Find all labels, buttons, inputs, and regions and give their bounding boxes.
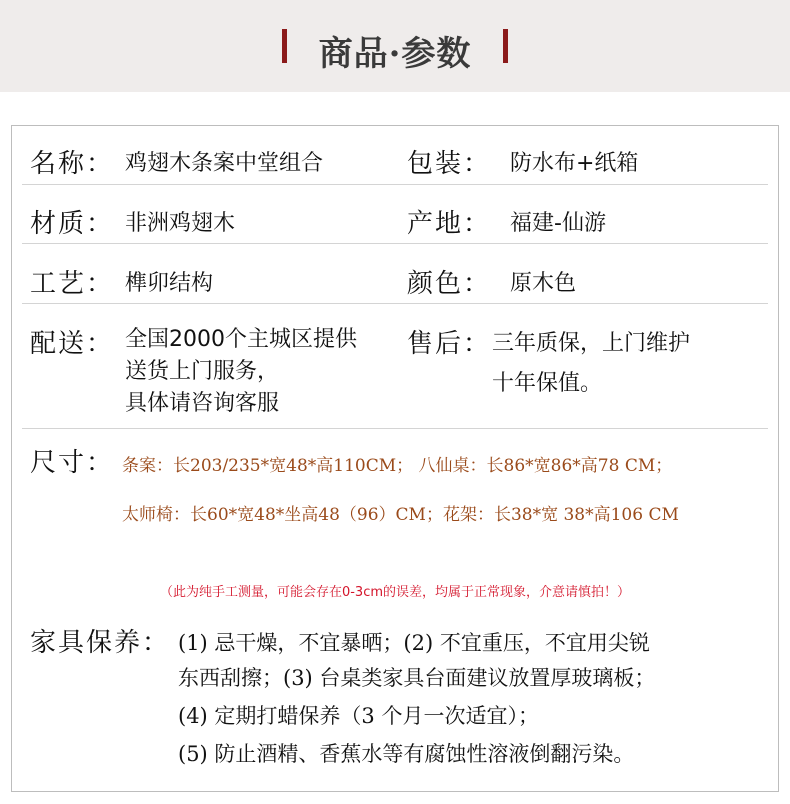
care-line: (1) 忌干燥，不宜暴晒；(2) 不宜重压，不宜用尖锐 xyxy=(178,631,650,655)
name-label: 名称： xyxy=(30,149,115,179)
care-line: (5) 防止酒精、香蕉水等有腐蚀性溶液倒翻污染。 xyxy=(178,742,635,766)
delivery-line: 全国2000个主城区提供 xyxy=(125,327,357,352)
row-divider xyxy=(22,428,768,429)
material-value: 非洲鸡翅木 xyxy=(125,211,236,236)
aftersale-line: 三年质保，上门维护 xyxy=(492,331,691,356)
pack-label: 包装： xyxy=(407,149,492,179)
material-label: 材质： xyxy=(30,209,115,239)
craft-label: 工艺： xyxy=(30,269,115,299)
aftersale-value xyxy=(492,324,690,404)
measurement-note: （此为纯手工测量，可能会存在0-3cm的误差，均属于正常现象，介意请慎拍！） xyxy=(159,585,631,600)
color-label: 颜色： xyxy=(407,269,492,299)
care-label: 家具保养： xyxy=(30,628,171,658)
delivery-line: 具体请咨询客服 xyxy=(125,391,280,416)
aftersale-line: 十年保值。 xyxy=(492,371,603,396)
row-divider xyxy=(22,243,768,244)
care-line: (4) 定期打蜡保养（3 个月一次适宜）； xyxy=(178,704,539,728)
delivery-line: 送货上门服务， xyxy=(125,359,280,384)
origin-label: 产地： xyxy=(407,209,492,239)
delivery-value xyxy=(125,324,357,420)
pack-value: 防水布+纸箱 xyxy=(510,151,639,176)
name-value: 鸡翅木条案中堂组合 xyxy=(125,151,324,176)
delivery-label: 配送： xyxy=(30,329,115,359)
aftersale-label: 售后： xyxy=(407,329,492,359)
origin-value: 福建-仙游 xyxy=(510,211,606,236)
craft-value: 榫卯结构 xyxy=(125,271,214,296)
header-band xyxy=(0,0,790,92)
row-divider xyxy=(22,303,768,304)
title-accent-bar-left xyxy=(282,29,287,63)
size-label: 尺寸： xyxy=(30,448,115,478)
row-divider xyxy=(22,184,768,185)
color-value: 原木色 xyxy=(510,271,577,296)
size-line: 太师椅：长60*宽48*坐高48（96）CM；花架：长38*宽 38*高106 CM xyxy=(122,505,679,525)
size-line: 条案：长203/235*宽48*高110CM； 八仙桌：长86*宽86*高78 CM； xyxy=(122,456,673,476)
page-title: 商品·参数 xyxy=(318,34,472,74)
title-accent-bar-right xyxy=(503,29,508,63)
care-line: 东西刮擦；(3) 台桌类家具台面建议放置厚玻璃板； xyxy=(178,666,656,690)
